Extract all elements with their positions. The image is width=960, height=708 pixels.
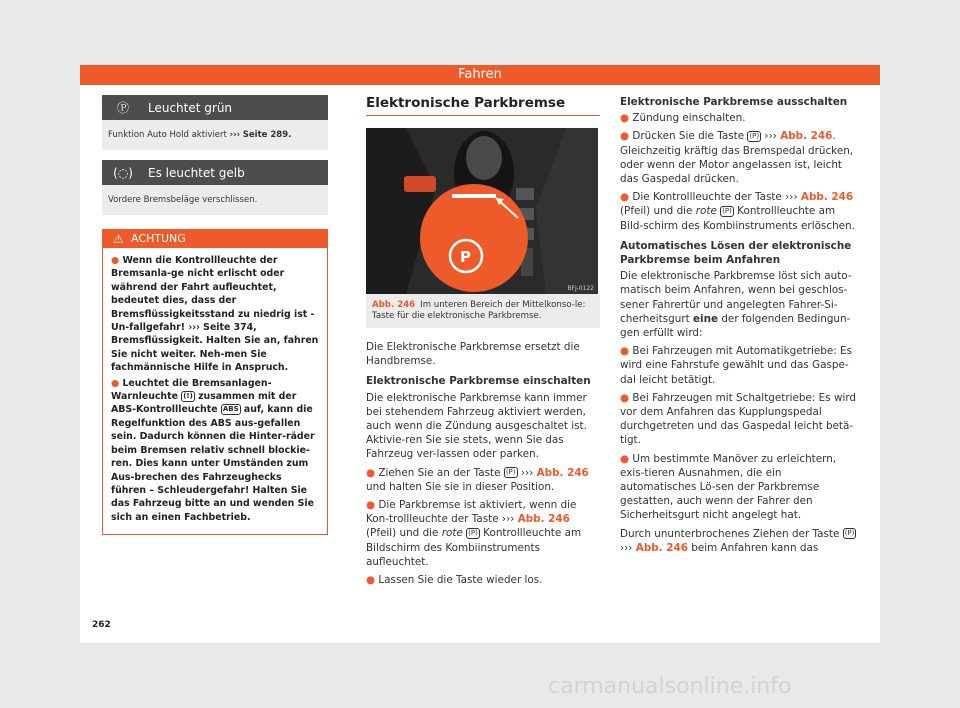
- right-column: [620, 95, 858, 559]
- photo-code: BFJ-0122: [567, 285, 594, 292]
- yellow-light-heading: [102, 160, 328, 185]
- green-light-ref: Seite 289.: [242, 130, 292, 140]
- deactivate-step-1: ● Zündung einschalten.: [620, 112, 746, 125]
- yellow-light-text: Vordere Bremsbeläge verschlissen.: [102, 185, 328, 215]
- warning-body: [103, 248, 327, 534]
- figure-number: Abb. 246: [372, 300, 416, 310]
- parking-button-icon: (P): [844, 529, 855, 538]
- deactivate-step-3: ● Die Kontrollleuchte der Taste ››› Abb. 246 (Pfeil) und die rote (P) Kontrollleuchte am Bild-schirm des Kombiinstruments erlöschen.: [620, 191, 855, 232]
- brake-button-zoom: [420, 184, 528, 292]
- green-light-title: Leuchtet grün: [148, 100, 233, 115]
- svg-text:P: P: [460, 248, 471, 266]
- figure-caption: Abb. 246 Im unteren Bereich der Mittelkonso-le: Taste für die elektronische Parkbremse.: [366, 294, 600, 328]
- intro-paragraph: Die Elektronische Parkbremse ersetzt die Handbremse.: [366, 341, 580, 368]
- condition-3: ● Um bestimmte Manöver zu erleichtern, exis-tieren Ausnahmen, die ein automatisches Lö-sen der Parkbremse gestatten, auch wenn der Fahrer den Sicherheitsgurt nicht angelegt hat.: [620, 452, 837, 522]
- auto-release-paragraph: Die elektronische Parkbremse löst sich auto-matisch beim Anfahren, wenn bei geschlos-sener Fahrertür und angelegten Fahrer-Si-cherheitsgurt eine der folgenden Bedingun-gen erfüllt wird:: [620, 270, 852, 340]
- brake-pad-icon: (◌): [113, 165, 133, 180]
- activate-paragraph: Die elektronische Parkbremse kann immer bei stehendem Fahrzeug aktiviert werden, auch wenn die Zündung ausgeschaltet ist. Aktivie-ren Sie sie stets, wenn Sie das Fahrzeug ver-lassen oder parken.: [366, 391, 587, 461]
- deactivate-step-2: ● Drücken Sie die Taste (P) ››› Abb. 246. Gleichzeitig kräftig das Bremspedal drücken, oder wenn der Motor angelassen ist, leicht das Gaspedal drücken.: [620, 130, 854, 186]
- warning-heading: [103, 230, 327, 248]
- parking-brake-icon: Ⓟ: [116, 101, 129, 115]
- parking-brake-photo: [366, 128, 598, 294]
- warning-bullet-1: ● Wenn die Kontrollleuchte der Bremsanla-ge nicht erlischt oder während der Fahrt aufleuchtet, bedeutet dies, dass der Bremsflüssigkeitsstand zu niedrig ist - Un-fallgefahr! ››› Seite 374, Bremsflüssigkeit. Halten Sie an, fahren Sie nicht weiter. Neh-men Sie fachmännische Hilfe in Anspruch.: [111, 255, 319, 374]
- parking-button-icon: (P): [505, 468, 516, 477]
- middle-text: [366, 340, 600, 587]
- manual-page: [80, 65, 880, 643]
- middle-column: [366, 95, 600, 591]
- parking-light-icon: (P): [722, 206, 732, 215]
- warning-bullet-2: ● Leuchtet die Bremsanlagen-Warnleuchte (!) zusammen mit der ABS-Kontrollleuchte ABS auf, kann die Regelfunktion des ABS aus-gefallen sein. Dadurch können die Hinter-räder beim Bremsen relativ schnell blockie-ren. Dies kann unter Umständen zum Aus-brechen des Fahrzeughecks führen – Schleudergefahr! Halten Sie das Fahrzeug bitte an und wenden Sie sich an einen Fachbetrieb.: [111, 377, 315, 523]
- auto-release-heading: Automatisches Lösen der elektronische Parkbremse beim Anfahren: [620, 239, 852, 267]
- left-column: [102, 95, 328, 535]
- activate-heading: Elektronische Parkbremse einschalten: [366, 375, 591, 388]
- warning-title: ACHTUNG: [131, 232, 186, 245]
- parking-button-icon: (P): [749, 131, 760, 140]
- abs-icon: ABS: [222, 405, 239, 414]
- console-illustration: [366, 128, 598, 294]
- green-light-text: Funktion Auto Hold aktiviert ››› Seite 289.: [102, 120, 328, 150]
- right-text: [620, 95, 858, 555]
- activate-step-2: ● Die Parkbremse ist aktiviert, wenn die Kon-trollleuchte der Taste ››› Abb. 246 (Pfeil) und die rote (P) Kontrollleuchte am Bildschirm des Kombiinstruments aufleuchtet.: [366, 499, 582, 568]
- green-light-heading: [102, 95, 328, 120]
- warning-triangle-icon: ⚠: [113, 232, 124, 246]
- section-title: Elektronische Parkbremse: [366, 95, 600, 116]
- chapter-header: Fahren: [80, 65, 880, 85]
- page-number: 262: [92, 620, 111, 630]
- parking-light-icon: (P): [468, 528, 478, 537]
- deactivate-heading: Elektronische Parkbremse ausschalten: [620, 96, 848, 108]
- brake-warning-icon: (!): [183, 392, 193, 401]
- watermark: carmanualsonline.info: [548, 674, 792, 699]
- activate-step-1: ● Ziehen Sie an der Taste (P) ››› Abb. 246 und halten Sie sie in dieser Position.: [366, 466, 589, 493]
- condition-1: ● Bei Fahrzeugen mit Automatikgetriebe: Es wird eine Fahrstufe gewählt und das Gaspe-dal leicht betätigt.: [620, 345, 853, 386]
- activate-step-3: ● Lassen Sie die Taste wieder los.: [366, 574, 543, 587]
- yellow-light-title: Es leuchtet gelb: [148, 165, 245, 180]
- condition-2: ● Bei Fahrzeugen mit Schaltgetriebe: Es wird vor dem Anfahren das Kupplungspedal durchgetreten und das Gaspedal leicht betä-tigt.: [620, 391, 857, 447]
- warning-box: [102, 229, 328, 535]
- closing-paragraph: Durch ununterbrochenes Ziehen der Taste (P) ››› Abb. 246 beim Anfahren kann das: [620, 527, 855, 554]
